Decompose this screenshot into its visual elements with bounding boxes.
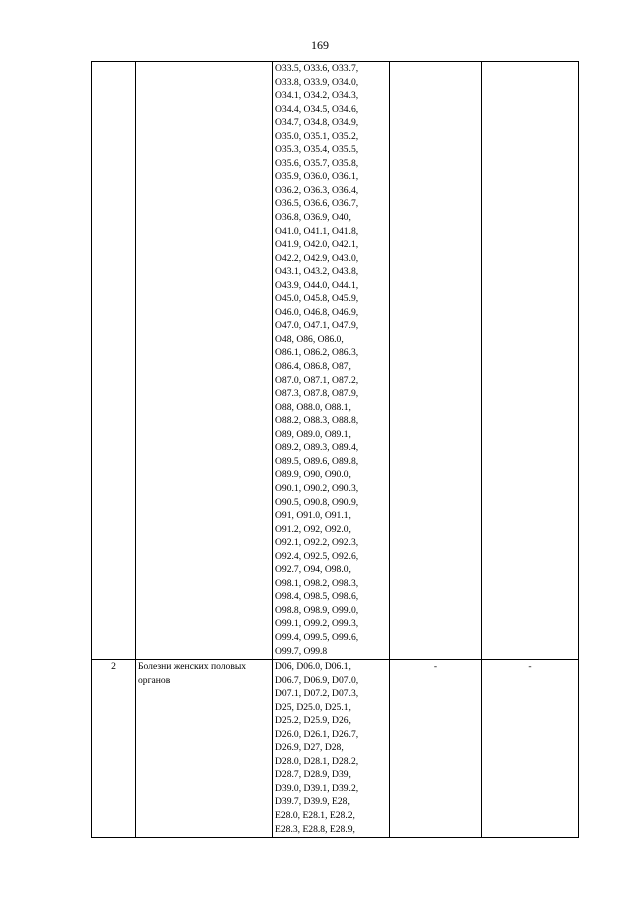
code-line: D39.0, D39.1, D39.2,	[275, 782, 359, 794]
code-line: O43.1, O43.2, O43.8,	[275, 266, 359, 278]
col5-cell	[482, 62, 579, 660]
table-row	[92, 660, 579, 838]
code-line: O99.4, O99.5, O99.6,	[275, 631, 359, 643]
code-line: D07.1, D07.2, D07.3,	[275, 688, 359, 700]
code-line: O34.1, O34.2, O34.3,	[275, 90, 359, 102]
code-line: O35.6, O35.7, O35.8,	[275, 157, 359, 169]
code-line: O36.8, O36.9, O40,	[275, 212, 351, 224]
row-name-cell: Болезни женских половых органов	[136, 660, 273, 838]
code-line: O88.2, O88.3, O88.8,	[275, 415, 359, 427]
code-line: O89.9, O90, O90.0,	[275, 469, 351, 481]
code-line: O35.9, O36.0, O36.1,	[275, 171, 359, 183]
code-line: O98.8, O98.9, O99.0,	[275, 604, 359, 616]
code-line: O86.4, O86.8, O87,	[275, 361, 351, 373]
code-line: O43.9, O44.0, O44.1,	[275, 279, 359, 291]
code-line: O98.1, O98.2, O98.3,	[275, 577, 359, 589]
code-line: O35.3, O35.4, O35.5,	[275, 144, 359, 156]
code-line: O91, O91.0, O91.1,	[275, 510, 351, 522]
code-line: O87.0, O87.1, O87.2,	[275, 374, 359, 386]
col4-cell: -	[390, 660, 482, 838]
code-line: O36.2, O36.3, O36.4,	[275, 184, 359, 196]
code-line: O92.1, O92.2, O92.3,	[275, 537, 359, 549]
row-number-cell	[92, 62, 136, 660]
code-line: O89, O89.0, O89.1,	[275, 428, 351, 440]
code-line: O46.0, O46.8, O46.9,	[275, 306, 359, 318]
code-line: O89.2, O89.3, O89.4,	[275, 442, 359, 454]
code-line: D26.0, D26.1, D26.7,	[275, 728, 359, 740]
code-line: O99.1, O99.2, O99.3,	[275, 618, 359, 630]
code-line: O33.5, O33.6, O33.7,	[275, 63, 359, 74]
code-line: O88, O88.0, O88.1,	[275, 401, 351, 413]
codes-cell	[273, 660, 390, 838]
code-line: D25.2, D25.9, D26,	[275, 715, 351, 727]
code-line: O45.0, O45.8, O45.9,	[275, 293, 359, 305]
code-line: E28.3, E28.8, E28.9,	[275, 823, 355, 835]
code-line: D25, D25.0, D25.1,	[275, 701, 351, 713]
codes-table	[91, 61, 579, 838]
col5-cell: -	[482, 660, 579, 838]
code-line: O48, O86, O86.0,	[275, 333, 344, 345]
row-number-cell: 2	[92, 660, 136, 838]
code-line: D06.7, D06.9, D07.0,	[275, 674, 359, 686]
code-line: O98.4, O98.5, O98.6,	[275, 591, 359, 603]
code-line: O87.3, O87.8, O87.9,	[275, 388, 359, 400]
code-line: O41.0, O41.1, O41.8,	[275, 225, 359, 237]
table-row	[92, 62, 579, 660]
code-line: O42.2, O42.9, O43.0,	[275, 252, 359, 264]
code-line: O91.2, O92, O92.0,	[275, 523, 351, 535]
code-line: O90.1, O90.2, O90.3,	[275, 482, 359, 494]
code-line: E28.0, E28.1, E28.2,	[275, 810, 355, 822]
code-line: O92.7, O94, O98.0,	[275, 564, 351, 576]
code-line: D28.7, D28.9, D39,	[275, 769, 351, 781]
code-line: O41.9, O42.0, O42.1,	[275, 239, 359, 251]
code-line: O34.7, O34.8, O34.9,	[275, 117, 359, 129]
code-line: O36.5, O36.6, O36.7,	[275, 198, 359, 210]
code-line: O34.4, O34.5, O34.6,	[275, 103, 359, 115]
code-line: D28.0, D28.1, D28.2,	[275, 755, 359, 767]
code-line: O33.8, O33.9, O34.0,	[275, 76, 359, 88]
code-line: O99.7, O99.8	[275, 645, 328, 657]
code-line: D06, D06.0, D06.1,	[275, 661, 351, 672]
row-name-cell	[136, 62, 273, 660]
code-line: D39.7, D39.9, E28,	[275, 796, 350, 808]
code-line: O92.4, O92.5, O92.6,	[275, 550, 359, 562]
code-line: O86.1, O86.2, O86.3,	[275, 347, 359, 359]
code-line: O47.0, O47.1, O47.9,	[275, 320, 359, 332]
code-line: D26.9, D27, D28,	[275, 742, 344, 754]
codes-cell	[273, 62, 390, 660]
code-line: O35.0, O35.1, O35.2,	[275, 130, 359, 142]
code-line: O89.5, O89.6, O89.8,	[275, 455, 359, 467]
page-number: 169	[311, 38, 329, 52]
code-line: O90.5, O90.8, O90.9,	[275, 496, 359, 508]
col4-cell	[390, 62, 482, 660]
